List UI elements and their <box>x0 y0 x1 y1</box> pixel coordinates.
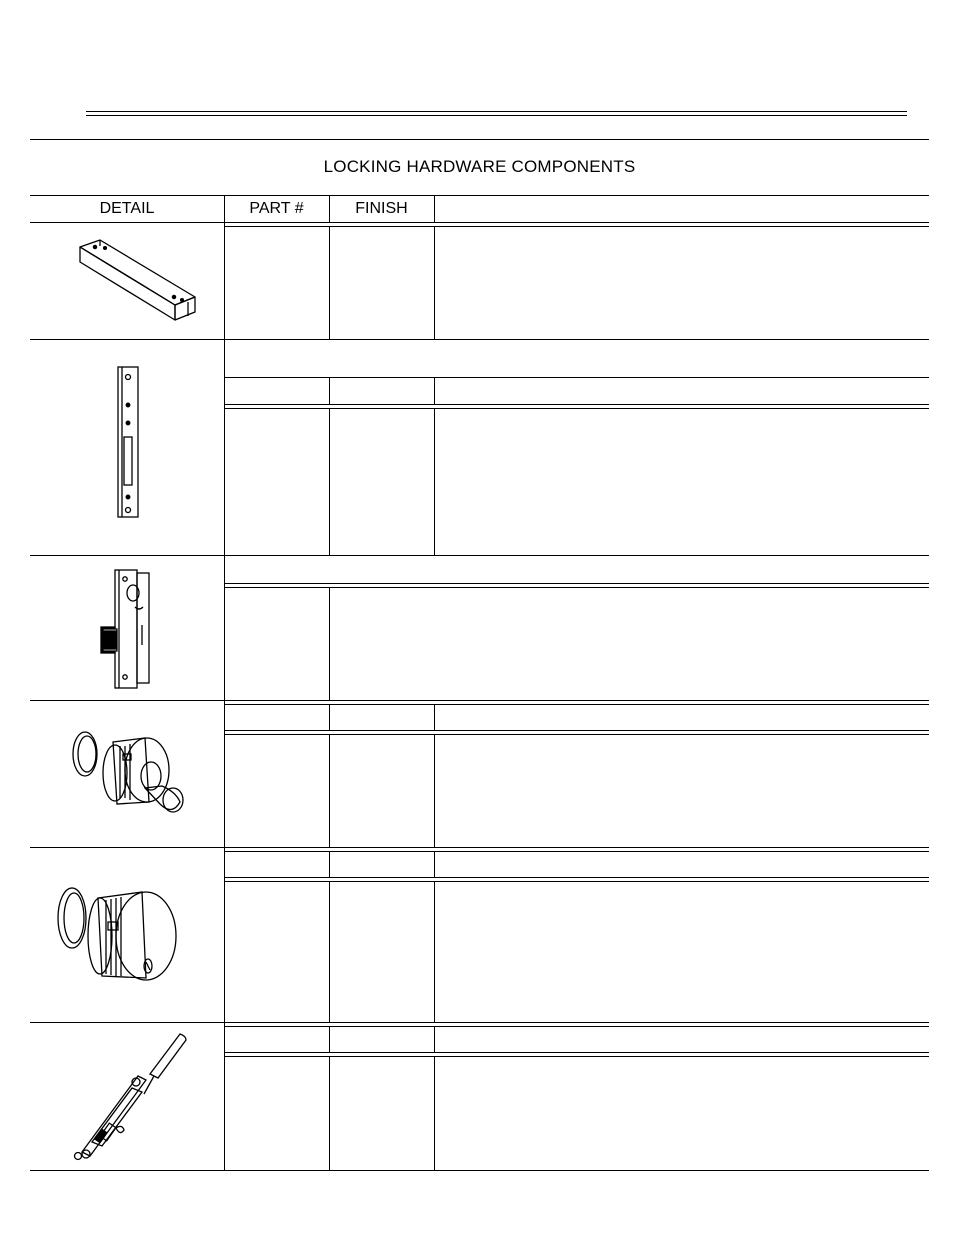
table-title: LOCKING HARDWARE COMPONENTS <box>323 157 636 176</box>
top-rule-1 <box>86 111 907 112</box>
header-top-border <box>30 195 929 196</box>
flush-bolt-icon <box>68 1028 198 1166</box>
thumbturn-cylinder-icon <box>65 722 195 822</box>
row-4-bottom <box>30 847 929 848</box>
top-rule-2 <box>86 115 907 116</box>
table-bottom-border <box>30 1170 929 1171</box>
header-detail: DETAIL <box>99 200 155 217</box>
header-bottom-border <box>30 222 929 223</box>
row-5-bottom <box>30 1022 929 1023</box>
header-part: PART # <box>249 200 304 217</box>
header-finish: FINISH <box>355 200 408 217</box>
row-2-bottom <box>30 555 929 556</box>
row-3-bottom <box>30 700 929 701</box>
strike-bracket-icon <box>70 232 200 327</box>
table-top-border <box>30 139 929 140</box>
row-1-bottom <box>30 339 929 340</box>
deadlock-body-icon <box>95 565 155 693</box>
mortise-cylinder-icon <box>50 878 185 988</box>
detail-column-divider <box>224 195 225 1170</box>
faceplate-strike-icon <box>110 365 145 520</box>
